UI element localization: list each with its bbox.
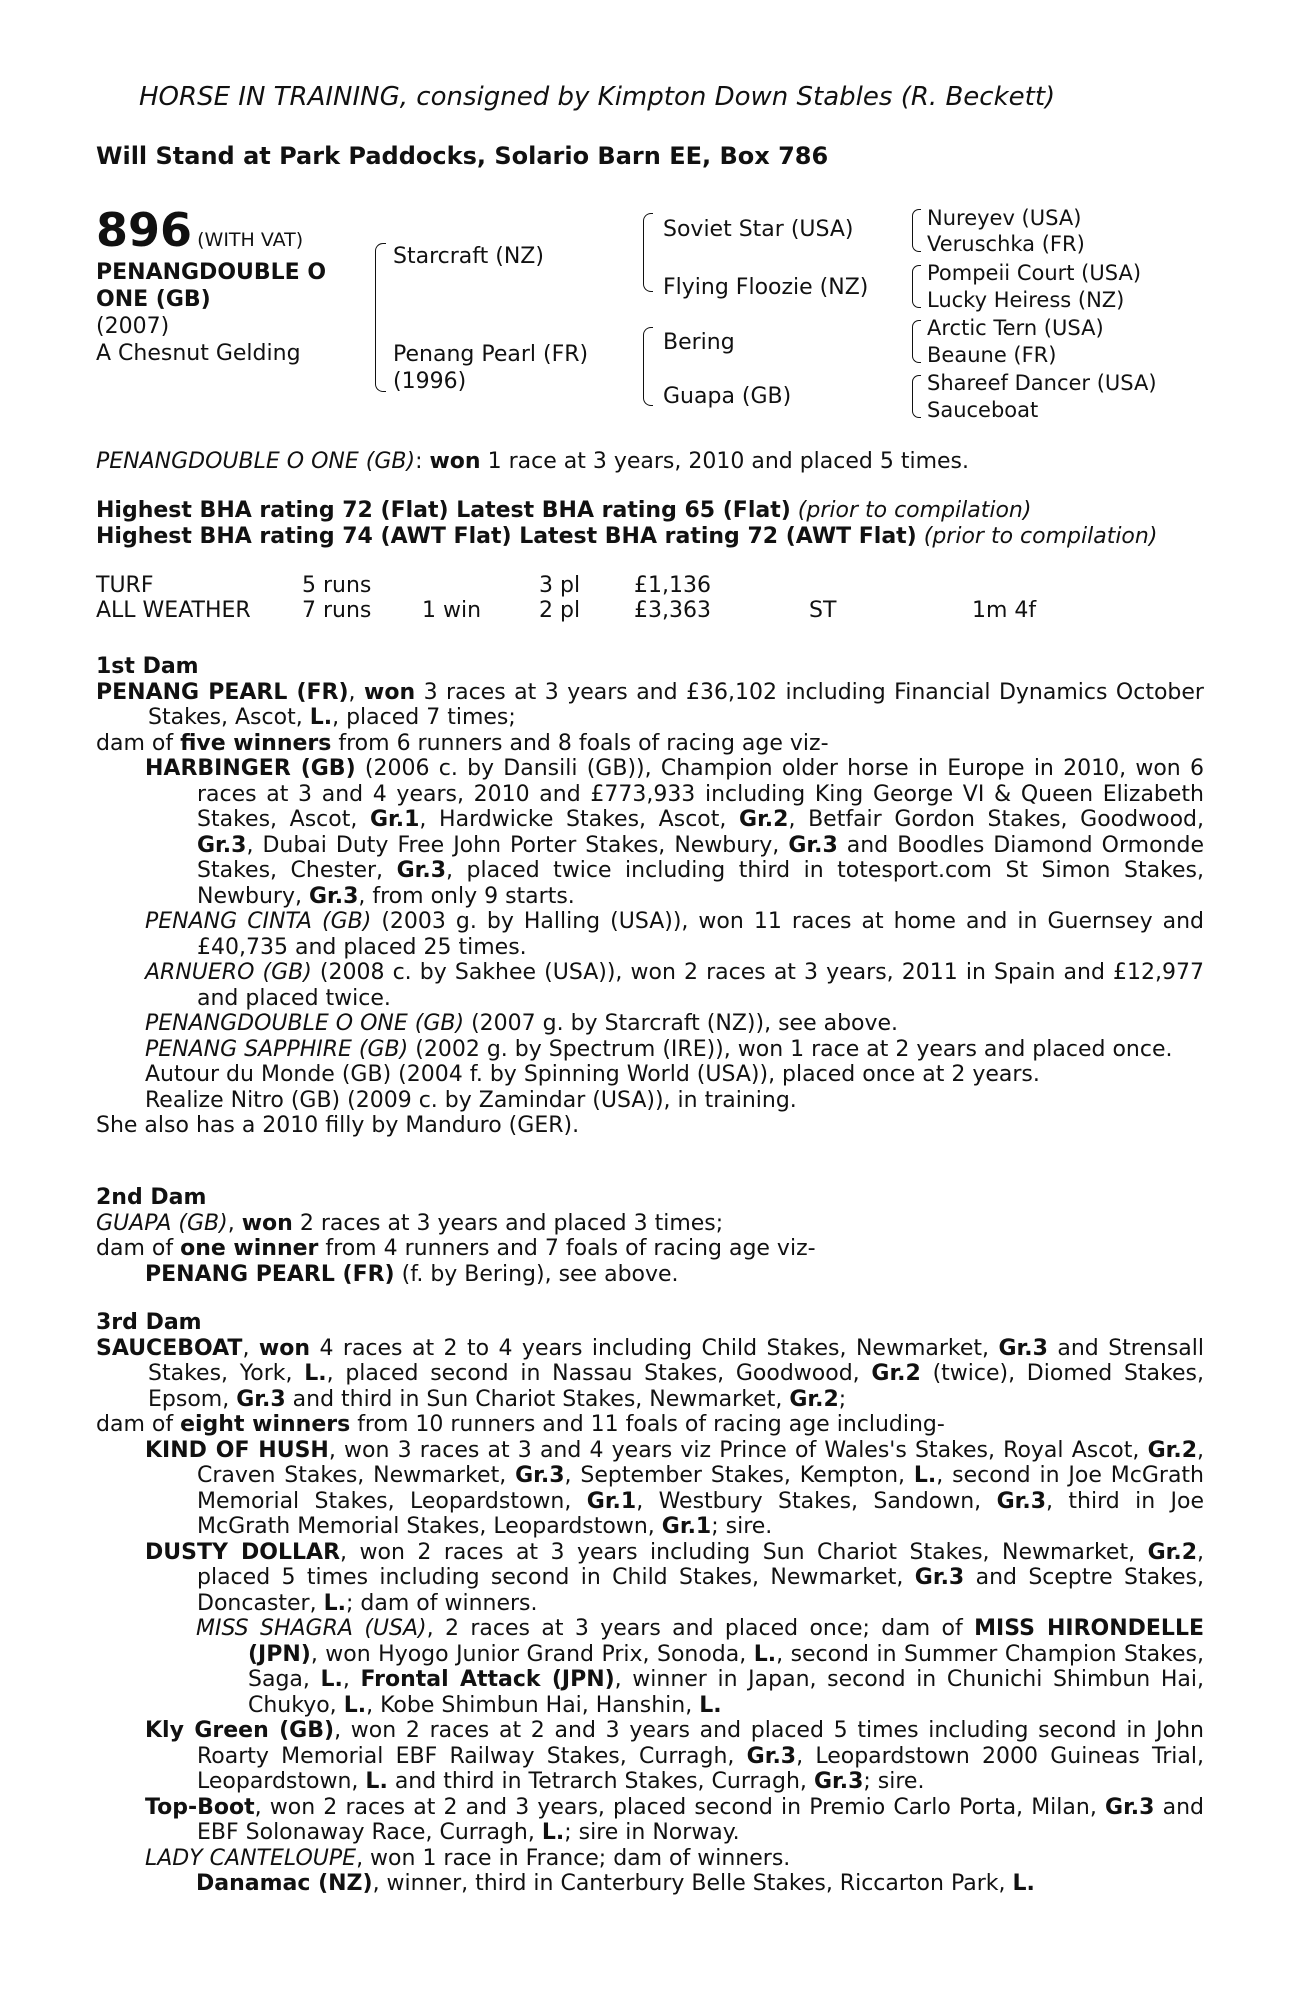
list-item: Autour du Monde (GB) (2004 f. by Spinning World (USA)), placed once at 2 years. xyxy=(145,1062,1040,1087)
rating-awt: Highest BHA rating 74 (AWT Flat) Latest BHA rating 72 (AWT Flat) xyxy=(96,523,917,549)
first-dam-section: 1st Dam PENANG PEARL (FR), won 3 races at 3 years and £36,102 including Financial Dynamics October Stakes, Ascot, L., placed 7 times; dam of five winners from 6 runners and 8 foals of racing age viz- HARBINGER (GB) (2006 c. by Dansili (GB)), Champion older horse in Europe in 2010, won 6 races at 3 and 4 years, 2010 and £773,933 including King George VI & Queen Elizabeth Stakes, Ascot, Gr.1, Hardwicke Stakes, Ascot, Gr.2, Betfair Gordon Stakes, Goodwood, Gr.3, Dubai Duty Free John Porter Stakes, Newbury, Gr.3 and Boodles Diamond Ormonde Stakes, Chester, Gr.3, placed twice including third in totesport.com St Simon Stakes, Newbury, Gr.3, from only 9 starts. PENANG CINTA (GB) (2003 g. by Halling (USA)), won 11 races at home and in Guernsey and £40,735 and placed 25 times. ARNUERO (GB) (2008 c. by Sakhee (USA)), won 2 races at 3 years, 2011 in Spain and £12,977 and placed twice. PENANGDOUBLE O ONE (GB) (2007 g. by Starcraft (NZ)), see above. PENANG SAPPHIRE (GB) (2002 g. by Spectrum (IRE)), won 1 race at 2 years and placed once. Autour du Monde (GB) (2004 f. by Spinning World (USA)), placed once at 2 years. Realize Nitro (GB) (2009 c. by Zamindar (USA)), in training. She also has a 2010 filly by Manduro (GER). xyxy=(96,654,1205,1138)
list-item: Kly Green (GB), won 2 races at 2 and 3 years and placed 5 times including second in John Roarty Memorial EBF Railway Stakes, Curragh, Gr.3, Leopardstown 2000 Guineas Trial, Leopardstown, L. and third in Tetrarch Stakes, Curragh, Gr.3; sire. xyxy=(145,1718,1204,1794)
stand-location: Will Stand at Park Paddocks, Solario Barn EE, Box 786 xyxy=(96,142,829,170)
list-item: LADY CANTELOUPE, won 1 race in France; dam of winners. xyxy=(145,1845,791,1871)
foaling-year: (2007) xyxy=(96,314,170,339)
race-summary: PENANGDOUBLE O ONE (GB): won 1 race at 3 years, 2010 and placed 5 times. xyxy=(96,449,970,474)
horse-name-line2: ONE (GB) xyxy=(96,287,211,312)
table-row: TURF 5 runs 3 pl £1,136 xyxy=(96,573,711,598)
list-item: DUSTY DOLLAR, won 2 races at 3 years including Sun Chariot Stakes, Newmarket, Gr.2, placed 5 times including second in Child Stakes, Newmarket, Gr.3 and Sceptre Stakes, Doncaster, L.; dam of winners. xyxy=(145,1539,1204,1616)
pedigree-brace-g3d xyxy=(912,375,921,418)
list-item: MISS SHAGRA (USA), 2 races at 3 years and placed once; dam of MISS HIRONDELLE (JPN), won Hyogo Junior Grand Prix, Sonoda, L., second in Summer Champion Stakes, Saga, L., Frontal Attack (JPN), winner in Japan, second in Chunichi Shimbun Hai, Chukyo, L., Kobe Shimbun Hai, Hanshin, L. xyxy=(196,1616,1204,1718)
pedigree-brace-sire-side xyxy=(643,213,653,292)
list-item: Danamac (NZ), winner, third in Canterbury Belle Stakes, Riccarton Park, L. xyxy=(196,1871,1035,1896)
second-dam-section: 2nd Dam GUAPA (GB), won 2 races at 3 years and placed 3 times; dam of one winner from 4 runners and 7 foals of racing age viz- PENANG PEARL (FR) (f. by Bering), see above. xyxy=(96,1185,1204,1287)
list-item: PENANG PEARL (FR) (f. by Bering), see above. xyxy=(145,1261,679,1287)
list-item: Top-Boot, won 2 races at 2 and 3 years, placed second in Premio Carlo Porta, Milan, Gr.3 and EBF Solonaway Race, Curragh, L.; sire in Norway. xyxy=(145,1794,1205,1845)
list-item: PENANG CINTA (GB) (2003 g. by Halling (USA)), won 11 races at home and in Guernsey and £40,735 and placed 25 times. xyxy=(145,909,1204,960)
pedigree-brace-dam-side xyxy=(643,327,653,406)
third-dam-section: 3rd Dam SAUCEBOAT, won 4 races at 2 to 4 years including Child Stakes, Newmarket, Gr.3 and Strensall Stakes, York, L., placed second in Nassau Stakes, Goodwood, Gr.2 (twice), Diomed Stakes, Epsom, Gr.3 and third in Sun Chariot Stakes, Newmarket, Gr.2; dam of eight winners from 10 runners and 11 foals of racing age including- KIND OF HUSH, won 3 races at 3 and 4 years viz Prince of Wales's Stakes, Royal Ascot, Gr.2, Craven Stakes, Newmarket, Gr.3, September Stakes, Kempton, L., second in Joe McGrath Memorial Stakes, Leopardstown, Gr.1, Westbury Stakes, Sandown, Gr.3, third in Joe McGrath Memorial Stakes, Leopardstown, Gr.1; sire. DUSTY DOLLAR, won 2 races at 3 years including Sun Chariot Stakes, Newmarket, Gr.2, placed 5 times including second in Child Stakes, Newmarket, Gr.3 and Sceptre Stakes, Doncaster, L.; dam of winners. MISS SHAGRA (USA), 2 races at 3 years and placed once; dam of MISS HIRONDELLE (JPN), won Hyogo Junior Grand Prix, Sonoda, L., second in Summer Champion Stakes, Saga, L., Frontal Attack (JPN), winner in Japan, second in Chunichi Shimbun Hai, Chukyo, L., Kobe Shimbun Hai, Hanshin, L. Kly Green (GB), won 2 races at 2 and 3 years and placed 5 times including second in John Roarty Memorial EBF Railway Stakes, Curragh, Gr.3, Leopardstown 2000 Guineas Trial, Leopardstown, L. and third in Tetrarch Stakes, Curragh, Gr.3; sire. Top-Boot, won 2 races at 2 and 3 years, placed second in Premio Carlo Porta, Milan, Gr.3 and EBF Solonaway Race, Curragh, L.; sire in Norway. LADY CANTELOUPE, won 1 race in France; dam of winners. Danamac (NZ), winner, third in Canterbury Belle Stakes, Riccarton Park, L. xyxy=(96,1310,1205,1896)
page-header-title: HORSE IN TRAINING, consigned by Kimpton Down Stables (R. Beckett) xyxy=(139,82,1056,112)
pedigree-dss: Arctic Tern (USA) xyxy=(927,316,1104,340)
horse-description: A Chesnut Gelding xyxy=(96,341,301,366)
pedigree-dam-year: (1996) xyxy=(393,369,467,394)
list-item: ARNUERO (GB) (2008 c. by Sakhee (USA)), won 2 races at 3 years, 2011 in Spain and £12,977 and placed twice. xyxy=(145,960,1205,1011)
pedigree-sire-sire: Soviet Star (USA) xyxy=(663,217,854,242)
list-item: KIND OF HUSH, won 3 races at 3 and 4 years viz Prince of Wales's Stakes, Royal Ascot, Gr.2, Craven Stakes, Newmarket, Gr.3, September Stakes, Kempton, L., second in Joe McGrath Memorial Stakes, Leopardstown, Gr.1, Westbury Stakes, Sandown, Gr.3, third in Joe McGrath Memorial Stakes, Leopardstown, Gr.1; sire. xyxy=(145,1437,1205,1539)
second-dam-heading: 2nd Dam xyxy=(96,1185,207,1210)
pedigree-brace-g3c xyxy=(912,320,921,363)
list-item: HARBINGER (GB) (2006 c. by Dansili (GB)), Champion older horse in Europe in 2010, won 6 races at 3 and 4 years, 2010 and £773,933 including King George VI & Queen Elizabeth Stakes, Ascot, Gr.1, Hardwicke Stakes, Ascot, Gr.2, Betfair Gordon Stakes, Goodwood, Gr.3, Dubai Duty Free John Porter Stakes, Newbury, Gr.3 and Boodles Diamond Ormonde Stakes, Chester, Gr.3, placed twice including third in totesport.com St Simon Stakes, Newbury, Gr.3, from only 9 starts. xyxy=(145,756,1205,909)
first-dam-heading: 1st Dam xyxy=(96,654,199,679)
pedigree-dds: Shareef Dancer (USA) xyxy=(927,371,1157,395)
horse-name-line1: PENANGDOUBLE O xyxy=(96,260,327,285)
table-row: ALL WEATHER 7 runs 1 win 2 pl £3,363 ST 1m 4f xyxy=(96,598,1037,623)
list-item: PENANG SAPPHIRE (GB) (2002 g. by Spectrum (IRE)), won 1 race at 2 years and placed once. xyxy=(145,1036,1173,1062)
pedigree-dam: Penang Pearl (FR) xyxy=(393,342,589,367)
pedigree-dsd: Beaune (FR) xyxy=(927,343,1057,367)
pedigree-brace-g3a xyxy=(912,209,921,252)
pedigree-sds: Pompeii Court (USA) xyxy=(927,261,1142,285)
pedigree-sire: Starcraft (NZ) xyxy=(393,244,544,269)
pedigree-brace-g3b xyxy=(912,265,921,308)
racing-record-table xyxy=(96,573,1036,623)
pedigree-ddd: Sauceboat xyxy=(927,398,1039,422)
rating-flat: Highest BHA rating 72 (Flat) Latest BHA rating 65 (Flat) xyxy=(96,498,791,523)
ratings-block: Highest BHA rating 72 (Flat) Latest BHA rating 65 (Flat) (prior to compilation) Highest BHA rating 74 (AWT Flat) Latest BHA rating 72 (AWT Flat) (prior to compilation) xyxy=(96,498,1158,549)
pedigree-ssd: Veruschka (FR) xyxy=(927,232,1085,256)
lot-number-line xyxy=(96,203,303,257)
pedigree-dam-dam: Guapa (GB) xyxy=(663,384,792,409)
pedigree-sss: Nureyev (USA) xyxy=(927,206,1082,230)
list-item: Realize Nitro (GB) (2009 c. by Zamindar (USA)), in training. xyxy=(145,1087,797,1113)
pedigree-sire-dam: Flying Floozie (NZ) xyxy=(663,275,869,300)
third-dam-heading: 3rd Dam xyxy=(96,1310,202,1335)
also-note: She also has a 2010 filly by Manduro (GER). xyxy=(96,1113,580,1138)
list-item: PENANGDOUBLE O ONE (GB) (2007 g. by Starcraft (NZ)), see above. xyxy=(145,1011,899,1036)
pedigree-sdd: Lucky Heiress (NZ) xyxy=(927,288,1125,312)
pedigree-brace-gen1 xyxy=(375,243,386,392)
lot-number: 896 xyxy=(96,203,193,257)
pedigree-dam-sire: Bering xyxy=(663,330,735,355)
vat-note: (WITH VAT) xyxy=(197,229,304,251)
